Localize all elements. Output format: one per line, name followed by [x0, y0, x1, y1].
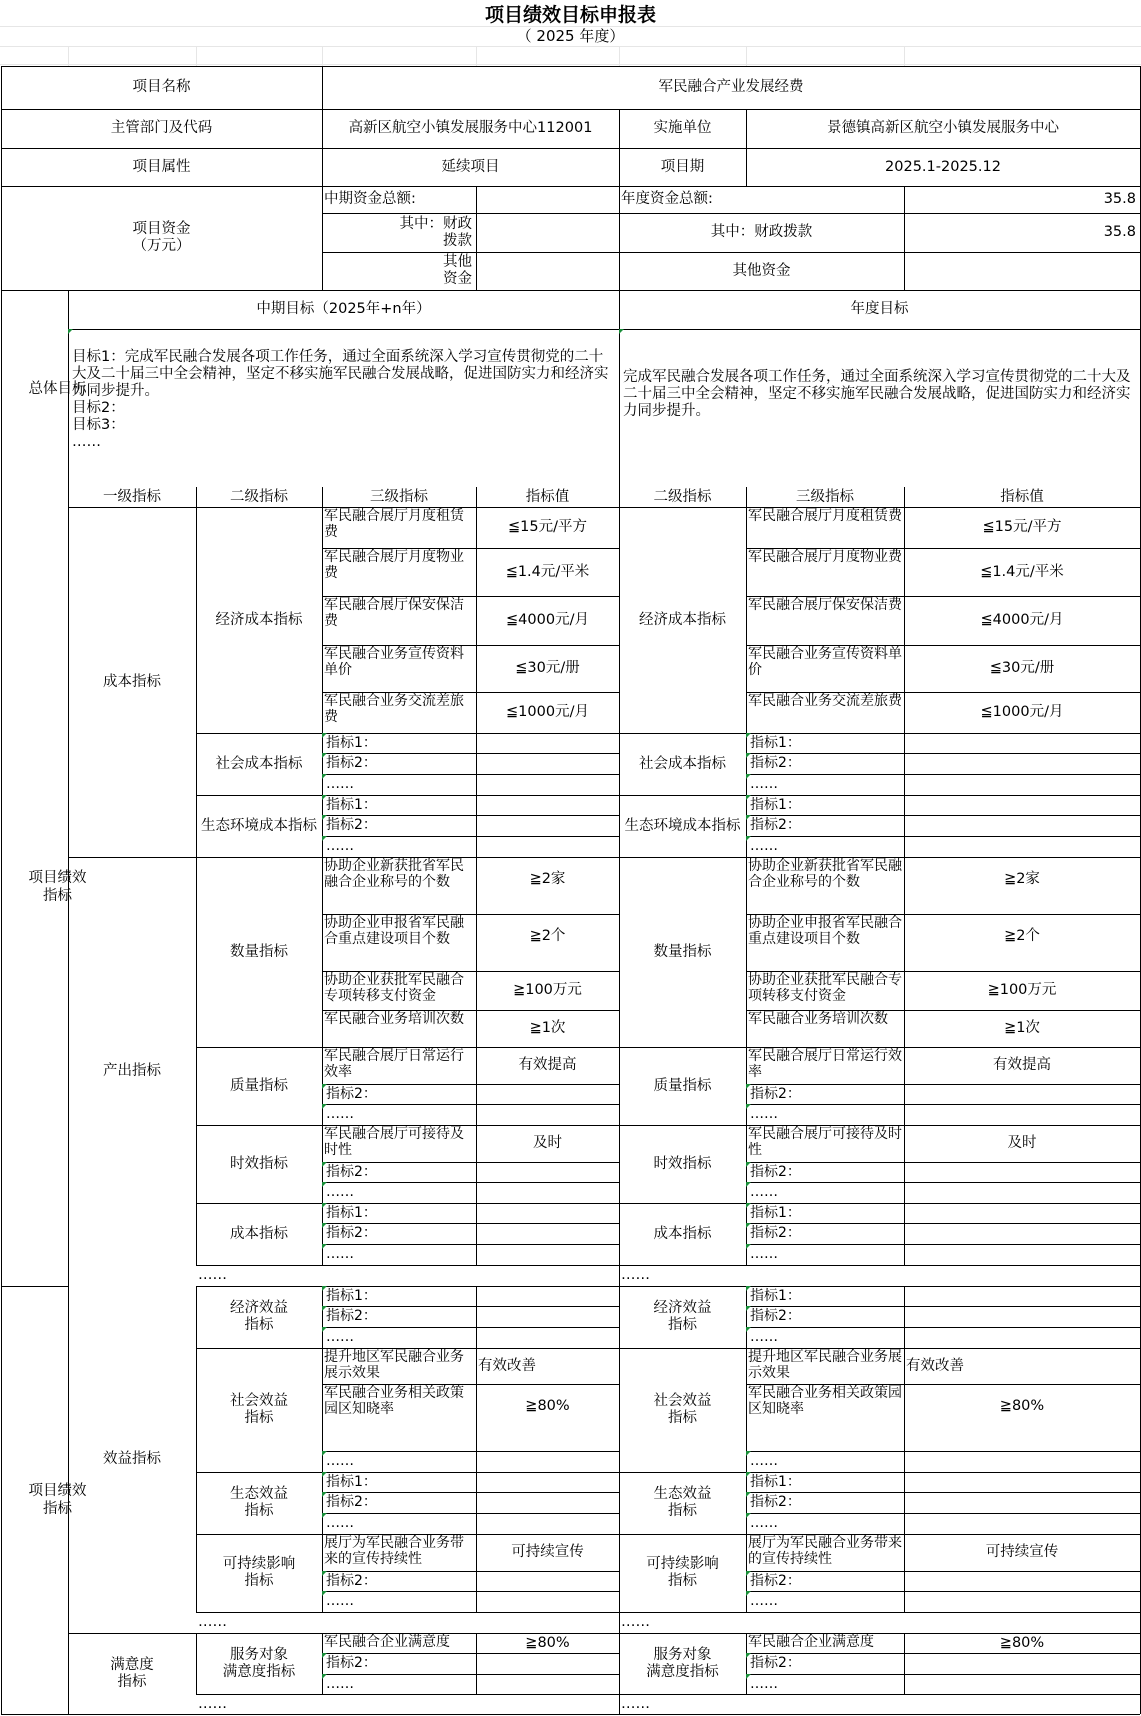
level2-label: 数量指标 — [230, 943, 288, 960]
level2-label: 成本指标 — [653, 1225, 712, 1242]
indicator-value: ≦30元/册 — [989, 660, 1055, 676]
indicator-placeholder: …… — [322, 1513, 476, 1534]
grid-line — [904, 1286, 905, 1348]
indicator-placeholder: 指标2： — [746, 1223, 904, 1244]
indicator-placeholder: 指标2： — [746, 1571, 904, 1591]
period-label: 项目期 — [660, 158, 705, 175]
indicator-value: ≧100万元 — [513, 982, 582, 998]
indicator-value: 及时 — [1007, 1135, 1037, 1151]
indicator-placeholder: 指标1： — [746, 1286, 904, 1306]
level3-indicator: 协助企业获批军民融合专项转移支付资金 — [324, 972, 464, 1004]
indicator-value: ≧1次 — [529, 1020, 566, 1036]
level3-indicator: 展厅为军民融合业务带来的宣传持续性 — [748, 1535, 902, 1567]
grid-line — [476, 1286, 477, 1348]
indicator-placeholder: …… — [322, 1104, 476, 1125]
indicator-placeholder: …… — [322, 1327, 476, 1348]
grid-line — [476, 795, 477, 857]
col-value-header: 指标值 — [525, 488, 570, 505]
annual-other-label: 其他资金 — [732, 262, 791, 279]
indicator-placeholder: …… — [746, 774, 904, 795]
level3-indicator: 展厅为军民融合业务带来的宣传持续性 — [324, 1535, 464, 1567]
level3-indicator: 军民融合展厅日常运行效率 — [748, 1048, 902, 1080]
indicator-value: ≧2个 — [529, 928, 566, 944]
col-level3-header: 三级指标 — [370, 488, 428, 505]
level2-label: 服务对象 满意度指标 — [646, 1646, 719, 1680]
dept-label: 主管部门及代码 — [110, 120, 213, 136]
indicator-placeholder: 指标2： — [746, 1492, 904, 1513]
impl-value: 景德镇高新区航空小镇发展服务中心 — [827, 120, 1059, 136]
indicator-placeholder: 指标2： — [322, 753, 476, 774]
indicator-placeholder: 指标1： — [746, 1472, 904, 1492]
placeholder-row: …… — [198, 1267, 227, 1283]
level3-indicator: 协助企业申报省军民融合重点建设项目个数 — [748, 915, 902, 947]
sheet-guide — [476, 46, 477, 66]
dept-value: 高新区航空小镇发展服务中心112001 — [348, 120, 593, 136]
indicator-placeholder: 指标2： — [746, 1653, 904, 1674]
indicator-value: ≦1.4元/平米 — [505, 563, 590, 580]
indicator-placeholder: 指标2： — [322, 1492, 476, 1513]
level3-indicator: 军民融合展厅可接待及时性 — [324, 1126, 464, 1158]
level3-indicator: 协助企业新获批省军民融合企业称号的个数 — [324, 858, 464, 890]
indicator-placeholder: …… — [322, 1591, 476, 1612]
indicator-value: ≧80% — [999, 1634, 1045, 1651]
grid-line — [904, 1203, 905, 1265]
mid-goal-header: 中期目标（2025年+n年） — [256, 301, 431, 317]
indicator-placeholder: …… — [746, 1591, 904, 1612]
indicator-value: 可持续宣传 — [985, 1544, 1059, 1560]
indicator-value: ≦1.4元/平米 — [980, 563, 1064, 580]
indicator-placeholder: 指标1： — [746, 733, 904, 753]
level3-indicator: 军民融合展厅月度租赁费 — [324, 508, 464, 540]
sheet-title: 项目绩效目标申报表 — [484, 4, 656, 26]
sheet-guide — [746, 46, 747, 66]
level2-label: 时效指标 — [230, 1155, 288, 1172]
indicator-value: ≧80% — [525, 1398, 570, 1414]
indicator-value: ≦15元/平方 — [982, 519, 1062, 535]
placeholder-row: …… — [621, 1614, 650, 1630]
attr-value: 延续项目 — [441, 158, 500, 175]
level3-indicator: 军民融合业务宣传资料单价 — [748, 646, 902, 678]
grid-line — [619, 1265, 620, 1286]
level1-benefit: 效益指标 — [103, 1451, 161, 1467]
indicator-placeholder: 指标2： — [322, 1653, 476, 1674]
level2-label: 社会成本指标 — [215, 755, 303, 772]
level2-label: 经济效益 指标 — [230, 1300, 288, 1333]
indicator-placeholder: 指标2： — [746, 815, 904, 836]
indicator-value: 有效提高 — [993, 1057, 1051, 1073]
indicator-section-label: 项目绩效指标 — [28, 1483, 87, 1517]
sheet-guide — [0, 26, 1141, 27]
indicator-placeholder: 指标1： — [746, 1203, 904, 1223]
fund-label: 项目资金 （万元） — [132, 221, 191, 254]
level3-indicator: 协助企业获批军民融合专项转移支付资金 — [748, 972, 902, 1004]
level3-indicator: 军民融合展厅月度租赁费 — [748, 508, 902, 524]
indicator-value: ≧2家 — [529, 871, 566, 887]
col-level2-header: 二级指标 — [230, 488, 288, 505]
grid-line — [1, 66, 2, 1714]
indicator-placeholder: …… — [322, 1451, 476, 1472]
annual-goal-header: 年度目标 — [850, 301, 909, 317]
indicator-placeholder: 指标2： — [322, 1306, 476, 1327]
level3-indicator: 军民融合业务宣传资料单价 — [324, 646, 464, 678]
annual-fiscal-value: 35.8 — [1103, 224, 1136, 240]
level3-indicator: 军民融合展厅月度物业费 — [748, 549, 902, 565]
indicator-placeholder: …… — [322, 1182, 476, 1203]
level2-label: 时效指标 — [653, 1155, 712, 1172]
mid-fiscal-label: 其中：财政 拨款 — [399, 215, 472, 249]
level3-indicator: 提升地区军民融合业务展示效果 — [324, 1349, 464, 1381]
level3-indicator: 协助企业申报省军民融合重点建设项目个数 — [324, 915, 464, 947]
indicator-value: ≧80% — [999, 1398, 1045, 1414]
indicator-placeholder: …… — [322, 774, 476, 795]
indicator-placeholder: 指标1： — [322, 1203, 476, 1223]
indicator-placeholder: 指标2： — [322, 815, 476, 836]
level3-indicator: 军民融合业务培训次数 — [324, 1011, 464, 1027]
grid-line — [476, 733, 477, 795]
indicator-placeholder: …… — [746, 836, 904, 857]
annual-goal-text: 完成军民融合发展各项工作任务，通过全面系统深入学习宣传贯彻党的二十大及二十届三中全会精神，坚定不移实施军民融合发展战略，促进国防实力和经济实力同步提升。 — [619, 329, 1140, 487]
indicator-placeholder: …… — [746, 1513, 904, 1534]
indicator-value: ≦30元/册 — [515, 660, 580, 676]
level3-indicator: 提升地区军民融合业务展示效果 — [748, 1349, 902, 1381]
project-name-value: 军民融合产业发展经费 — [658, 79, 804, 95]
level2-label: 经济成本指标 — [215, 611, 303, 628]
indicator-placeholder: 指标2： — [322, 1162, 476, 1182]
level2-label: 成本指标 — [230, 1225, 288, 1242]
level2-label: 生态效益 指标 — [653, 1486, 712, 1519]
indicator-value: ≦1000元/月 — [506, 704, 589, 720]
attr-label: 项目属性 — [132, 158, 191, 175]
level3-indicator: 军民融合业务交流差旅费 — [748, 693, 902, 709]
indicator-placeholder: …… — [322, 836, 476, 857]
level2-label: 社会效益 指标 — [230, 1393, 288, 1426]
grid-line — [619, 1612, 620, 1633]
indicator-placeholder: …… — [746, 1451, 904, 1472]
indicator-placeholder: 指标2： — [746, 753, 904, 774]
placeholder-row: …… — [621, 1695, 650, 1712]
indicator-placeholder: 指标2： — [746, 1162, 904, 1182]
indicator-placeholder: …… — [746, 1674, 904, 1694]
indicator-placeholder: 指标1： — [746, 795, 904, 815]
indicator-placeholder: 指标2： — [322, 1084, 476, 1104]
level2-label: 生态环境成本指标 — [624, 817, 741, 834]
sheet-guide — [0, 64, 1141, 65]
indicator-placeholder: …… — [746, 1327, 904, 1348]
project-name-label: 项目名称 — [132, 79, 191, 95]
level2-label: 生态环境成本指标 — [201, 817, 317, 834]
grid-line — [619, 1694, 620, 1714]
sheet-guide — [196, 46, 197, 66]
level3-indicator: 军民融合展厅保安保洁费 — [324, 597, 464, 629]
level2-label: 质量指标 — [653, 1077, 712, 1094]
level3-indicator: 军民融合业务培训次数 — [748, 1011, 888, 1027]
indicator-placeholder: 指标1： — [322, 1286, 476, 1306]
level1-satisfaction: 满意度 指标 — [110, 1656, 154, 1690]
indicator-value: ≧1次 — [1004, 1020, 1040, 1036]
grid-line — [904, 795, 905, 857]
grid-line — [476, 186, 477, 290]
period-value: 2025.1-2025.12 — [885, 158, 1001, 175]
col-level2-header: 二级指标 — [653, 488, 712, 505]
indicator-placeholder: 指标2： — [746, 1306, 904, 1327]
sheet-guide — [0, 46, 1141, 47]
sheet-year: （ 2025 年度） — [516, 27, 625, 45]
level2-label: 数量指标 — [653, 943, 712, 960]
placeholder-row: …… — [198, 1695, 227, 1712]
level3-indicator: 军民融合企业满意度 — [748, 1634, 874, 1650]
level3-indicator: 军民融合企业满意度 — [324, 1634, 450, 1650]
indicator-placeholder: 指标2： — [322, 1571, 476, 1591]
impl-label: 实施单位 — [653, 120, 712, 136]
indicator-placeholder: …… — [322, 1244, 476, 1265]
indicator-placeholder: 指标1： — [322, 733, 476, 753]
grid-line — [476, 1472, 477, 1534]
grid-line — [476, 1203, 477, 1265]
indicator-placeholder: 指标2： — [322, 1223, 476, 1244]
placeholder-row: …… — [198, 1614, 227, 1630]
indicator-value: ≧2家 — [1004, 871, 1040, 887]
level2-label: 经济成本指标 — [639, 611, 726, 628]
indicator-value: ≧100万元 — [987, 982, 1057, 998]
annual-total-label: 年度资金总额: — [621, 191, 713, 207]
goals-label: 总体目标 — [28, 380, 87, 397]
level2-label: 质量指标 — [230, 1077, 288, 1094]
indicator-value: 有效改善 — [478, 1357, 536, 1374]
grid-line — [904, 733, 905, 795]
level3-indicator: 军民融合展厅可接待及时性 — [748, 1126, 902, 1158]
level2-label: 服务对象 满意度指标 — [222, 1646, 296, 1680]
level3-indicator: 军民融合业务交流差旅费 — [324, 693, 464, 725]
grid-line — [1, 1714, 1140, 1715]
annual-fiscal-label: 其中：财政拨款 — [710, 224, 813, 240]
sheet-guide — [322, 46, 323, 66]
sheet-guide — [619, 46, 620, 66]
level2-label: 社会成本指标 — [639, 755, 726, 772]
indicator-value: 及时 — [533, 1135, 562, 1151]
level2-label: 可持续影响 指标 — [646, 1556, 719, 1589]
indicator-value: ≧2个 — [1004, 928, 1040, 944]
sheet-guide — [904, 46, 905, 66]
indicator-value: 可持续宣传 — [511, 1544, 584, 1560]
indicator-section-label: 项目绩效指标 — [28, 869, 87, 904]
level2-label: 可持续影响 指标 — [222, 1556, 296, 1589]
level2-label: 生态效益 指标 — [230, 1486, 288, 1519]
indicator-placeholder: 指标1： — [322, 795, 476, 815]
grid-line — [904, 1472, 905, 1534]
indicator-placeholder: …… — [746, 1244, 904, 1265]
level1-output: 产出指标 — [103, 1063, 161, 1079]
col-value-header: 指标值 — [1000, 488, 1044, 505]
indicator-value: ≦4000元/月 — [980, 612, 1064, 628]
sheet-guide — [68, 46, 69, 66]
col-level1-header: 一级指标 — [103, 488, 161, 505]
indicator-value: 有效改善 — [906, 1357, 964, 1374]
indicator-placeholder: …… — [746, 1104, 904, 1125]
placeholder-row: …… — [621, 1267, 650, 1283]
mid-other-label: 其他 资金 — [443, 254, 472, 287]
level3-indicator: 军民融合展厅保安保洁费 — [748, 597, 902, 613]
level2-label: 经济效益 指标 — [653, 1300, 712, 1333]
level3-indicator: 军民融合业务相关政策园区知晓率 — [748, 1385, 902, 1417]
level2-label: 社会效益 指标 — [653, 1393, 712, 1426]
indicator-value: ≦1000元/月 — [980, 704, 1064, 720]
indicator-value: ≦15元/平方 — [508, 519, 587, 535]
indicator-placeholder: 指标1： — [322, 1472, 476, 1492]
level3-indicator: 协助企业新获批省军民融合企业称号的个数 — [748, 858, 902, 890]
level3-indicator: 军民融合展厅月度物业费 — [324, 549, 464, 581]
level3-indicator: 军民融合业务相关政策园区知晓率 — [324, 1385, 464, 1417]
col-level3-header: 三级指标 — [796, 488, 854, 505]
level1-cost: 成本指标 — [103, 673, 161, 690]
indicator-value: ≦4000元/月 — [506, 612, 589, 628]
indicator-placeholder: …… — [322, 1674, 476, 1694]
indicator-value: ≧80% — [525, 1634, 570, 1651]
level3-indicator: 军民融合展厅日常运行效率 — [324, 1048, 464, 1080]
annual-total-value: 35.8 — [1103, 191, 1136, 207]
mid-total-label: 中期资金总额: — [324, 191, 416, 207]
indicator-placeholder: 指标2： — [746, 1084, 904, 1104]
mid-goal-text: 目标1：完成军民融合发展各项工作任务，通过全面系统深入学习宣传贯彻党的二十大及二十届三中全会精神，坚定不移实施军民融合发展战略，促进国防实力和经济实力同步提升。 目标2： 目标3： …… — [68, 329, 619, 487]
indicator-value: 有效提高 — [518, 1057, 577, 1073]
indicator-placeholder: …… — [746, 1182, 904, 1203]
